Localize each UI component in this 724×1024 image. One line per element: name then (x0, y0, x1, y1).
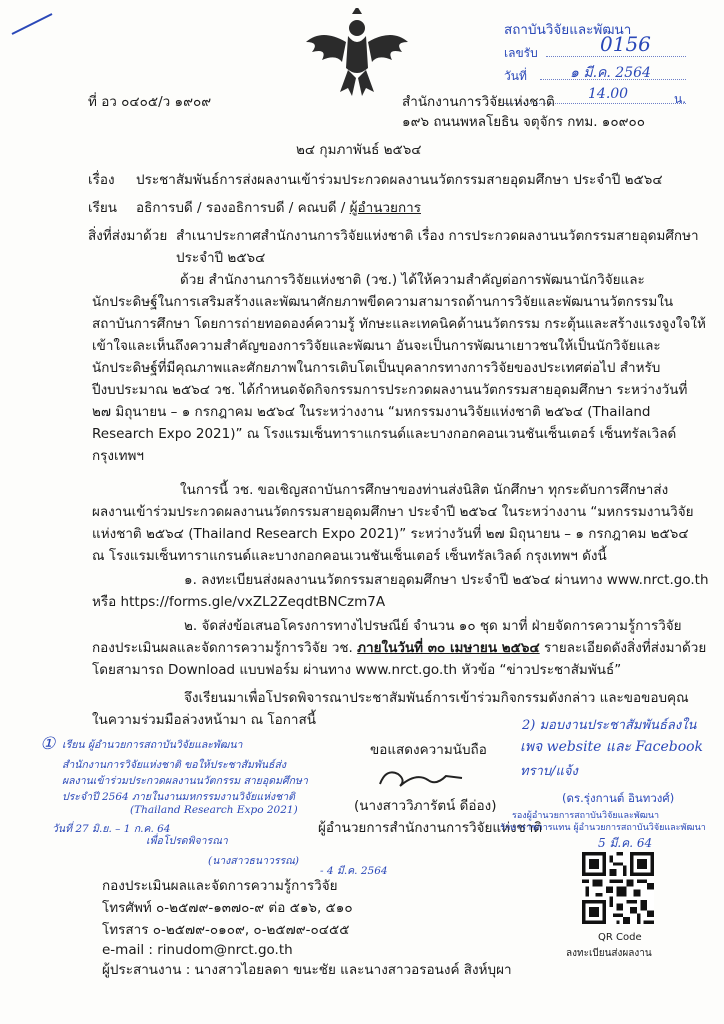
note-left-date: - 4 มี.ค. 2564 (320, 865, 388, 877)
para1-line: กรุงเทพฯ (92, 448, 145, 464)
contact-fax: โทรสาร ๐-๒๕๗๙-๐๑๐๙, ๐-๒๕๗๙-๐๔๕๕ (102, 922, 350, 938)
para1-line: เข้าใจและเห็นถึงความสำคัญของการวิจัยและพัฒนา อันจะเป็นการพัฒนาเยาวชนให้เป็นนักวิจัยและ (92, 338, 661, 354)
para1-line: Research Expo 2021)” ณ โรงแรมเซ็นทาราแกรนด์และบางกอกคอนเวนชันเซ็นเตอร์ เซ็นทรัลเวิลด์ (92, 426, 677, 442)
item2-prefix: กองประเมินผลและจัดการความรู้การวิจัย วช. (92, 640, 358, 656)
letter-date: ๒๔ กุมภาพันธ์ ๒๕๖๔ (296, 142, 422, 158)
contact-coordinator: ผู้ประสานงาน : นางสาวไอยลดา ขนะชัย และนางสาวอรอนงค์ สิงห์บุผา (102, 962, 512, 978)
closing-line2: ในความร่วมมือล่วงหน้ามา ณ โอกาสนี้ (92, 712, 316, 728)
enclosure-label: สิ่งที่ส่งมาด้วย (88, 228, 168, 244)
para2-line: แห่งชาติ ๒๕๖๔ (Thailand Research Expo 2021)” ระหว่างวันที่ ๒๗ มิถุนายน – ๑ กรกฎาคม ๒๕๖๔ (92, 526, 689, 542)
note-right-title2: รักษาราชการแทน ผู้อำนวยการสถาบันวิจัยและพัฒนา (500, 823, 706, 833)
salutation-underlined: ผู้อำนวยการ (349, 200, 421, 216)
note-left-line: วันที่ 27 มิ.ย. – 1 ก.ค. 64 (52, 823, 171, 835)
signature-scribble-icon (376, 764, 466, 792)
para1-line: ปีงบประมาณ ๒๕๖๔ วช. ได้กำหนดจัดกิจกรรมการประกวดผลงานนวัตกรรมสายอุดมศึกษา ระหว่างวันที่ (92, 382, 688, 398)
stamp-time: 14.00 (588, 86, 629, 102)
enclosure-line2: ประจำปี ๒๕๖๔ (176, 250, 266, 266)
note-right-line: เพจ website และ Facebook (520, 739, 704, 755)
note-left-line: ผลงานเข้าร่วมประกวดผลงานนวัตกรรม สายอุดมศึกษา (62, 775, 308, 787)
closing-line1: จึงเรียนมาเพื่อโปรดพิจารณาประชาสัมพันธ์การเข้าร่วมกิจกรรมดังกล่าว และขอขอบคุณ (184, 690, 689, 706)
item2-line1: ๒. จัดส่งข้อเสนอโครงการทางไปรษณีย์ จำนวน ๑๐ ชุด มาที่ ฝ่ายจัดการความรู้การวิจัย (184, 618, 682, 634)
stamp-time-unit: น. (674, 92, 687, 106)
qr-caption: ลงทะเบียนส่งผลงาน (566, 948, 652, 959)
para2-line: ผลงานเข้าร่วมประกวดผลงานนวัตกรรมสายอุดมศึกษา ประจำปี ๒๕๖๔ ในระหว่างงาน “มหกรรมงานวิจัย (92, 504, 694, 520)
stamp-date: ๑ มี.ค. 2564 (570, 65, 651, 81)
para1-line: ๒๗ มิถุนายน – ๑ กรกฎาคม ๒๕๖๔ ในระหว่างงาน “มหกรรมงานวิจัยแห่งชาติ ๒๕๖๔ (Thailand (92, 404, 651, 420)
qr-label: QR Code (598, 932, 642, 943)
contact-phone: โทรศัพท์ ๐-๒๕๗๙-๑๓๗๐-๙ ต่อ ๕๑๖, ๕๑๐ (102, 900, 353, 916)
salutation-prefix: อธิการบดี / รองอธิการบดี / คณบดี / (136, 200, 350, 216)
salutation-text (136, 200, 421, 216)
para1-line: สถาบันการศึกษา โดยการถ่ายทอดองค์ความรู้ ทักษะและเทคนิคด้านนวัตกรรม กระตุ้นและสร้างแรงจูงใจให้ (92, 316, 706, 332)
para1-line: นักประดิษฐ์ในการเสริมสร้างและพัฒนาศักยภาพขีดความสามารถด้านการวิจัยและพัฒนานวัตกรรมใน (92, 294, 674, 310)
contact-email: e-mail : rinudom@nrct.go.th (102, 942, 293, 958)
qr-code-icon (582, 852, 654, 924)
subject-text: ประชาสัมพันธ์การส่งผลงานเข้าร่วมประกวดผลงานนวัตกรรมสายอุดมศึกษา ประจำปี ๒๕๖๔ (136, 172, 663, 188)
item2-deadline: ภายในวันที่ ๓๐ เมษายน ๒๕๖๔ (357, 640, 540, 656)
signer-name: (นางสาววิภารัตน์ ดีอ่อง) (354, 798, 497, 814)
subject-label: เรื่อง (88, 172, 115, 188)
note-left-line: ประจำปี 2564 ภายในงานมหกรรมงานวิจัยแห่งชาติ (62, 791, 295, 803)
note-right-title1: รองผู้อำนวยการสถาบันวิจัยและพัฒนา (512, 811, 660, 821)
note-right-name: (ดร.รุ่งกานต์ อินทวงศ์) (562, 791, 675, 805)
item1-line1: ๑. ลงทะเบียนส่งผลงานนวัตกรรมสายอุดมศึกษา ประจำปี ๒๕๖๔ ผ่านทาง www.nrct.go.th (184, 572, 709, 588)
para2-line: ในการนี้ วช. ขอเชิญสถาบันการศึกษาของท่านส่งนิสิต นักศึกษา ทุกระดับการศึกษาส่ง (180, 482, 669, 498)
note-number-circle: ① (40, 734, 56, 754)
stamp-number: 0156 (600, 32, 651, 56)
note-right-line: ทราบ/แจ้ง (520, 764, 578, 779)
stamp-org: สถาบันวิจัยและพัฒนา (504, 22, 632, 38)
salutation-label: เรียน (88, 200, 118, 216)
para2-line: ณ โรงแรมเซ็นทาราแกรนด์และบางกอกคอนเวนชันเซ็นเตอร์ เซ็นทรัลเวิลด์ กรุงเทพฯ ดังนี้ (92, 548, 607, 564)
note-left-line: (Thailand Research Expo 2021) (130, 804, 298, 816)
note-right-date: 5 มี.ค. 64 (598, 836, 653, 850)
para1-line: ด้วย สำนักงานการวิจัยแห่งชาติ (วช.) ได้ให้ความสำคัญต่อการพัฒนานักวิจัยและ (180, 272, 645, 288)
item2-line3: โดยสามารถ Download แบบฟอร์ม ผ่านทาง www.nrct.go.th หัวข้อ “ข่าวประชาสัมพันธ์” (92, 662, 622, 678)
garuda-emblem-icon (302, 8, 412, 100)
agency-address: ๑๙๖ ถนนพหลโยธิน จตุจักร กทม. ๑๐๙๐๐ (402, 114, 645, 130)
agency-name: สำนักงานการวิจัยแห่งชาติ (402, 94, 555, 110)
signer-title: ผู้อำนวยการสำนักงานการวิจัยแห่งชาติ (318, 820, 543, 836)
reference-number: ที่ อว ๐๔๐๕/ว ๑๙๐๙ (88, 94, 212, 110)
item2-line2 (92, 640, 706, 656)
stamp-date-label: วันที่ (504, 69, 527, 83)
received-stamp (470, 12, 710, 104)
note-left-line: เรียน ผู้อำนวยการสถาบันวิจัยและพัฒนา (62, 739, 243, 751)
regards-text: ขอแสดงความนับถือ (370, 742, 487, 758)
para1-line: นักประดิษฐ์ที่มีคุณภาพและศักยภาพในการเติบโตเป็นบุคลากรทางการวิจัยของประเทศต่อไป สำหรับ (92, 360, 661, 376)
item1-line2: หรือ https://forms.gle/vxZL2ZeqdtBNCzm7A (92, 594, 386, 610)
stamp-number-label: เลขรับ (504, 46, 538, 60)
note-left-line: เพื่อโปรดพิจารณา (146, 835, 228, 847)
enclosure-line1: สำเนาประกาศสำนักงานการวิจัยแห่งชาติ เรื่อง การประกวดผลงานนวัตกรรมสายอุดมศึกษา (176, 228, 699, 244)
note-left-line: สำนักงานการวิจัยแห่งชาติ ขอให้ประชาสัมพันธ์ส่ง (62, 759, 287, 771)
contact-dept: กองประเมินผลและจัดการความรู้การวิจัย (102, 878, 338, 894)
item2-suffix: รายละเอียดดังสิ่งที่ส่งมาด้วย (539, 640, 707, 656)
pen-mark-icon (8, 8, 58, 38)
note-right-line: 2) มอบงานประชาสัมพันธ์ลงใน (522, 718, 697, 733)
note-left-sign: (นางสาวธนาวรรณ) (208, 855, 299, 867)
